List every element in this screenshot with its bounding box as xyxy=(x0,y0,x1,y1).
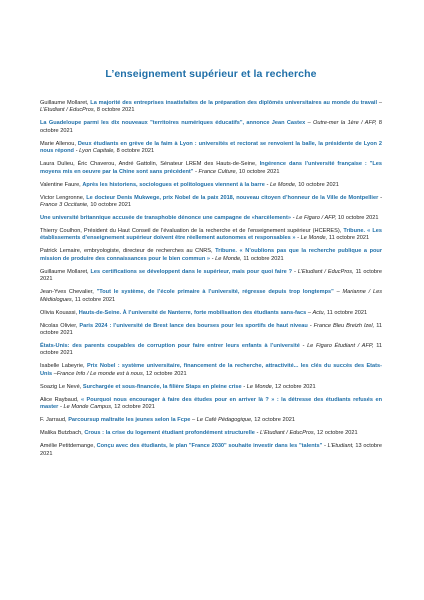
entry-source: - Le Figaro / AFP, xyxy=(290,215,337,222)
list-item xyxy=(40,215,382,222)
article-link[interactable]: Parcoursup maltraite les jeunes selon la Fcpe xyxy=(68,417,191,424)
entry-author: Laura Dulieu, Éric Chaverou, André Gattolin, Sénateur LREM des Hauts-de-Seine, xyxy=(40,161,260,168)
entry-date: 8 octobre 2021 xyxy=(95,107,135,114)
article-link[interactable]: Hauts-de-Seine. À l’université de Nanterre, forte mobilisation des étudiants sans-facs xyxy=(78,309,307,316)
article-link[interactable]: « Pourquoi nous encourager à faire des études pour en arriver là ? » : la détresse des étudiants refusés en master xyxy=(40,396,382,411)
entry-source: – L’Etudiant / EducPros, xyxy=(40,100,382,114)
list-item xyxy=(40,310,382,317)
entry-source: – Marianne / Les Médiologues, xyxy=(40,289,382,303)
entry-source: – Le Café Pédagogique, xyxy=(190,417,253,424)
article-link[interactable]: Ingérence dans l’université française : "Les moyens mis en oeuvre par la Chine sont sans précédent" xyxy=(40,161,382,175)
list-item xyxy=(40,120,382,135)
list-item xyxy=(40,443,382,458)
entry-date: 10 octobre 2021 xyxy=(336,215,379,222)
entry-author: Isabelle Labeyrie, xyxy=(40,363,87,370)
entry-author: Valentine Faure, xyxy=(40,181,83,188)
article-link[interactable]: Conçu avec des étudiants, le plan "France 2030" souhaite investir dans les "talents" xyxy=(96,443,323,450)
entry-author: Guillaume Mollaret, xyxy=(40,268,91,275)
list-item xyxy=(40,269,382,284)
entry-date: 10 octobre 2021 xyxy=(296,181,339,188)
entry-date: 12 octobre 2021 xyxy=(315,430,358,437)
article-link[interactable]: Paris 2024 : l’université de Brest lance des bourses pour les sportifs de haut niveau xyxy=(79,322,308,329)
entry-source: - Le Monde, xyxy=(241,383,274,390)
entry-author: Thierry Coulhon, Président du Haut Conseil de l’évaluation de la recherche et de l’enseignement supérieur (HCERES), xyxy=(40,228,344,235)
entry-source: - L’Etudiant / EducPros, xyxy=(292,268,354,275)
entry-date: 11 octobre 2021 xyxy=(40,343,382,357)
entry-author: Soazig Le Nevé, xyxy=(40,383,83,390)
entry-author: Patrick Lemaire, embryologiste, directeur de recherches au CNRS, xyxy=(40,248,216,255)
entry-source: - France Bleu Breizh Izel, xyxy=(307,322,375,329)
entry-date: 10 octobre 2021 xyxy=(88,202,131,209)
entry-date: 11 octobre 2021 xyxy=(325,309,368,316)
entry-date: 10 octobre 2021 xyxy=(237,168,280,175)
list-item xyxy=(40,100,382,115)
entry-author: Malika Butzbach, xyxy=(40,430,85,437)
entry-source: – Outre-mer la 1ère / AFP, xyxy=(305,120,377,127)
entry-date: 11 octobre 2021 xyxy=(327,235,370,242)
entry-date: 8 octobre 2021 xyxy=(40,120,382,134)
list-item xyxy=(40,323,382,338)
entry-source: – Actu, xyxy=(306,309,326,316)
article-link[interactable]: Prix Nobel : système universitaire, financement de la recherche, attractivité... les clés du succès des Etats-Unis xyxy=(40,363,382,377)
entry-date: 12 octobre 2021 xyxy=(252,417,295,424)
entry-author: Alice Raybaud, xyxy=(40,396,81,403)
entry-date: 8 octobre 2021 xyxy=(114,148,155,155)
entry-date: 11 octobre 2021 xyxy=(40,268,382,283)
entry-author: Jean-Yves Chevalier, xyxy=(40,289,97,296)
list-item xyxy=(40,384,382,391)
article-link[interactable]: La majorité des entreprises insatisfaites de la préparation des diplômés universitaires au monde du travail xyxy=(90,100,378,106)
entry-source: - Lyon Capitale, xyxy=(73,148,115,155)
entry-date: 12 octobre 2021 xyxy=(273,383,316,390)
article-link[interactable]: "Tout le système, de l’école primaire à l’université, régresse depuis trop longtemps" xyxy=(96,289,334,296)
page-title: L’enseignement supérieur et la recherche xyxy=(105,68,317,80)
list-item xyxy=(40,417,382,424)
list-item xyxy=(40,430,382,437)
entry-date: 12 octobre 2021 xyxy=(112,404,155,411)
article-link[interactable]: États-Unis: des parents coupables de corruption pour faire entrer leurs enfants à l’université xyxy=(40,343,300,350)
article-link[interactable]: Tribune. « Les établissements d’enseignement supérieur doivent être réellement autonomes et responsables » xyxy=(40,228,382,242)
article-link[interactable]: Deux étudiants en grève de la faim à Lyon : universités et rectorat se renvoient la balle, la présidente de Lyon 2 nous répond xyxy=(40,140,383,155)
list-item xyxy=(40,141,382,156)
entry-source: - Le Figaro Étudiant / AFP, xyxy=(299,343,374,350)
entry-source: - Le Monde, xyxy=(210,255,242,262)
entry-source: - Le Monde, xyxy=(295,235,328,242)
entry-source: - Le Monde Campus, xyxy=(58,404,113,411)
entry-date: 11 octobre 2021 xyxy=(40,322,382,337)
entry-author: Amélie Petitdemange, xyxy=(40,443,97,450)
list-item xyxy=(40,343,382,358)
entry-author: Guillaume Mollaret, xyxy=(40,100,91,106)
list-item xyxy=(40,228,382,243)
entry-date: 11 octobre 2021 xyxy=(73,296,116,303)
entry-source: - L’Etudiant / EducPros, xyxy=(254,430,316,437)
entry-date: 13 octobre 2021 xyxy=(40,443,382,457)
entry-source: - Le Monde, xyxy=(264,181,297,188)
article-link[interactable]: La Guadeloupe parmi les dix nouveaux "territoires numériques éducatifs", annonce Jean Castex xyxy=(40,120,306,127)
article-link[interactable]: Le docteur Denis Mukwege, prix Nobel de la paix 2018, nouveau citoyen d’honneur de la Ville de Montpellier xyxy=(86,194,379,201)
entry-date: 12 octobre 2021 xyxy=(144,370,187,377)
press-review-list xyxy=(40,100,382,464)
list-item xyxy=(40,182,382,189)
article-link[interactable]: Une université britannique accusée de transphobie dénonce une campagne de «harcèlement» xyxy=(40,215,291,222)
entry-author: Nicolas Olivier, xyxy=(40,322,80,329)
entry-source: - France 3 Occitanie, xyxy=(40,194,382,209)
list-item xyxy=(40,195,382,210)
list-item xyxy=(40,363,382,378)
entry-author: Marie Allenou, xyxy=(40,140,78,147)
entry-author: Victor Lengronne, xyxy=(40,194,87,201)
entry-source: - L’Etudiant, xyxy=(322,443,354,450)
entry-source: –France Info / Le monde est à nous, xyxy=(52,370,145,377)
list-item xyxy=(40,289,382,304)
article-link[interactable]: Les certifications se développent dans le supérieur, mais pour quoi faire ? xyxy=(90,268,293,275)
list-item xyxy=(40,248,382,263)
entry-author: Olivia Kouassi, xyxy=(40,309,79,316)
entry-date: 11 octobre 2021 xyxy=(241,255,284,262)
article-link[interactable]: Après les historiens, sociologues et politologues viennent à la barre xyxy=(82,181,265,188)
article-link[interactable]: Surchargée et sous-financée, la filière Staps en pleine crise xyxy=(82,383,242,390)
article-link[interactable]: Crous : la crise du logement étudiant profondément structurelle xyxy=(84,430,255,437)
list-item xyxy=(40,397,382,412)
entry-author: F. Jarraud, xyxy=(40,417,69,424)
list-item xyxy=(40,161,382,176)
entry-source: - France Culture, xyxy=(193,168,238,175)
article-link[interactable]: Tribune. « N’oublions pas que la recherche publique a pour mission de produire des connaissances pour le bien commun » xyxy=(40,248,383,262)
